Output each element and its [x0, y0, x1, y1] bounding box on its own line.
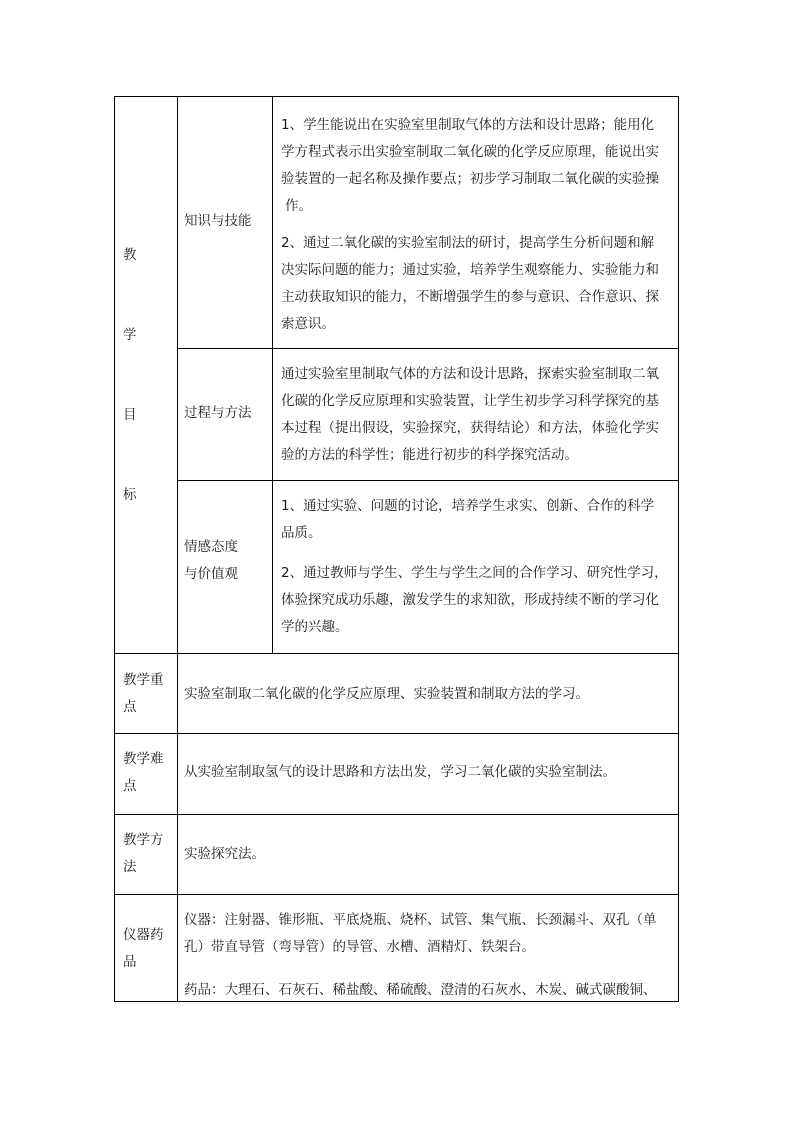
text-line: 与价值观 [184, 566, 238, 582]
text-line: 体验探究成功乐趣，激发学生的求知欲，形成持续不断的学习化 [281, 592, 659, 608]
text-line: 学方程式表示出实验室制取二氧化碳的化学反应原理，能说出实 [281, 144, 659, 160]
row-divider [115, 894, 679, 895]
difficulties-label [123, 746, 164, 800]
objectives-label-char: 教 [123, 247, 137, 263]
text-line: 1、学生能说出在实验室里制取气体的方法和设计思路；能用化 [281, 117, 655, 133]
knowledge-skills-label: 知识与技能 [184, 213, 252, 229]
text-line: 点 [123, 699, 137, 715]
reagents-list [184, 977, 657, 1002]
text-line: 教学方 [123, 832, 164, 848]
difficulties-content: 从实验室制取氢气的设计思路和方法出发，学习二氧化碳的实验室制法。 [184, 764, 616, 780]
attitude-values-paragraph-2 [281, 560, 668, 641]
text-line: 决实际问题的能力；通过实验，培养学生观察能力、实验能力和 [281, 262, 659, 278]
text-line: 药品：大理石、石灰石、稀盐酸、稀硫酸、澄清的石灰水、木炭、碱式碳酸铜、 [184, 982, 657, 998]
text-line: 2、通过教师与学生、学生与学生之间的合作学习、研究性学习， [281, 565, 668, 581]
text-line: 品 [123, 954, 137, 970]
text-line: 化碳的化学反应原理和实验装置，让学生初步学习科学探究的基 [281, 393, 659, 409]
row-divider [115, 733, 679, 734]
methods-label [123, 827, 164, 881]
text-line: 点 [123, 778, 137, 794]
column-divider [177, 97, 178, 653]
text-line: 仪器药 [123, 927, 164, 943]
methods-content: 实验探究法。 [184, 846, 265, 862]
attitude-values-label [184, 534, 238, 588]
text-line: 法 [123, 859, 137, 875]
text-line: 2、通过二氧化碳的实验室制法的研讨，提高学生分析问题和解 [281, 235, 655, 251]
process-methods-label: 过程与方法 [184, 405, 252, 421]
materials-label [123, 922, 164, 976]
text-line: 索意识。 [281, 316, 335, 332]
text-line: 主动获取知识的能力，不断增强学生的参与意识、合作意识、探 [281, 289, 659, 305]
text-line: 作。 [285, 198, 312, 214]
text-line: 验装置的一起名称及操作要点；初步学习制取二氧化碳的实验操 [281, 171, 659, 187]
knowledge-skills-paragraph-2 [281, 230, 659, 338]
text-line: 本过程（提出假设，实验探究，获得结论）和方法，体验化学实 [281, 420, 659, 436]
process-methods-paragraph [281, 361, 659, 469]
text-line: 教学重 [123, 672, 164, 688]
objectives-label-char: 目 [123, 407, 137, 423]
column-divider [272, 97, 273, 653]
objectives-label-char: 学 [123, 327, 137, 343]
key-points-label [123, 667, 164, 721]
text-line: 情感态度 [184, 539, 238, 555]
row-divider [177, 348, 679, 349]
text-line: 教学难 [123, 751, 164, 767]
text-line: 通过实验室里制取气体的方法和设计思路，探索实验室制取二氧 [281, 366, 659, 382]
lesson-plan-table [114, 96, 679, 1002]
knowledge-skills-paragraph-1 [281, 112, 659, 220]
key-points-content: 实验室制取二氧化碳的化学反应原理、实验装置和制取方法的学习。 [184, 686, 589, 702]
row-divider [177, 480, 679, 481]
text-line: 验的方法的科学性；能进行初步的科学探究活动。 [281, 447, 578, 463]
text-line: 仪器：注射器、锥形瓶、平底烧瓶、烧杯、试管、集气瓶、长颈漏斗、双孔（单 [184, 912, 657, 928]
text-line: 1、通过实验、问题的讨论，培养学生求实、创新、合作的科学 [281, 498, 655, 514]
row-divider [115, 814, 679, 815]
text-line: 品质。 [281, 525, 322, 541]
instruments-list [184, 907, 657, 961]
column-divider [177, 653, 178, 1002]
objectives-label-char: 标 [123, 487, 137, 503]
text-line: 学的兴趣。 [281, 619, 349, 635]
text-line: 孔）带直导管（弯导管）的导管、水槽、酒精灯、铁架台。 [184, 939, 535, 955]
attitude-values-paragraph-1 [281, 493, 654, 547]
row-divider [115, 653, 679, 654]
